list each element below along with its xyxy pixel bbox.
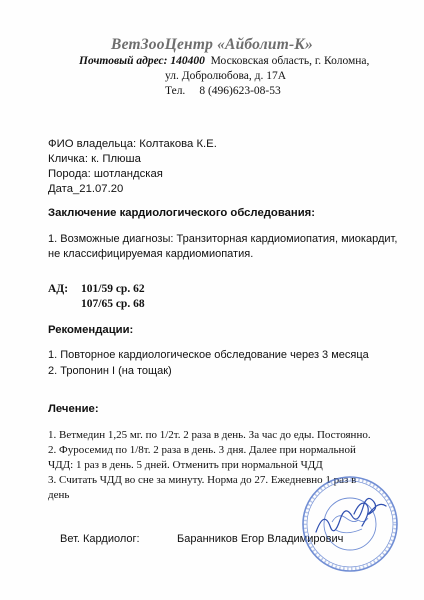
recommendation-item: 2. Тропонин I (на тощак) (48, 365, 172, 377)
treatment-line: день (48, 489, 70, 501)
clinic-name: ВетЗооЦентр «Айболит-К» (111, 36, 313, 53)
conclusion-line: не классифицируемая кардиомиопатия. (48, 248, 254, 260)
pressure-reading: 101/59 ср. 62 (81, 283, 145, 295)
clinic-stamp (296, 470, 404, 578)
owner-field: ФИО владельца: Колтакова К.Е. (48, 138, 217, 150)
treatment-line: ЧДД: 1 раз в день. 5 дней. Отменить при нормальной ЧДД (48, 459, 323, 471)
pressure-label: АД: (48, 283, 69, 295)
stamp-core-ring (324, 498, 376, 550)
recommendations-heading: Рекомендации: (48, 324, 134, 336)
signature-label: Вет. Кардиолог: (60, 533, 140, 545)
treatment-line: 1. Ветмедин 1,25 мг. по 1/2т. 2 раза в день. За час до еды. Постоянно. (48, 429, 371, 441)
treatment-line: 3. Считать ЧДД во сне за минуту. Норма до 27. Ежедневно 1 раз в (48, 474, 357, 486)
recommendation-item: 1. Повторное кардиологическое обследование через 3 месяца (48, 349, 369, 361)
pressure-reading: 107/65 ср. 68 (81, 298, 145, 310)
conclusion-line: 1. Возможные диагнозы: Транзиторная кардиомиопатия, миокардит, (48, 233, 398, 245)
stamp-outer-ring (303, 477, 397, 571)
signature-name: Баранников Егор Владимирович (177, 533, 344, 545)
treatment-line: 2. Фуросемид по 1/8т. 2 раза в день. 3 дня. Далее при нормальной (48, 444, 356, 456)
date-field: Дата_21.07.20 (48, 183, 124, 195)
phone-label: Тел. (165, 85, 186, 97)
phone-line (165, 85, 281, 97)
pet-name-field: Кличка: к. Плюша (48, 153, 141, 165)
treatment-heading: Лечение: (48, 403, 99, 415)
phone-number: 8 (496)623-08-53 (199, 85, 281, 97)
stamp-emblem (332, 516, 368, 522)
address-region: Московская область, г. Коломна, (210, 55, 370, 67)
address-label: Почтовый адрес: 140400 (79, 55, 205, 67)
conclusion-heading: Заключение кардиологического обследования: (48, 207, 316, 219)
address-street: ул. Добролюбова, д. 17А (165, 70, 286, 82)
breed-field: Порода: шотландская (48, 168, 163, 180)
stamp-lettering-texture (305, 479, 395, 569)
address-line-postal (79, 55, 369, 67)
